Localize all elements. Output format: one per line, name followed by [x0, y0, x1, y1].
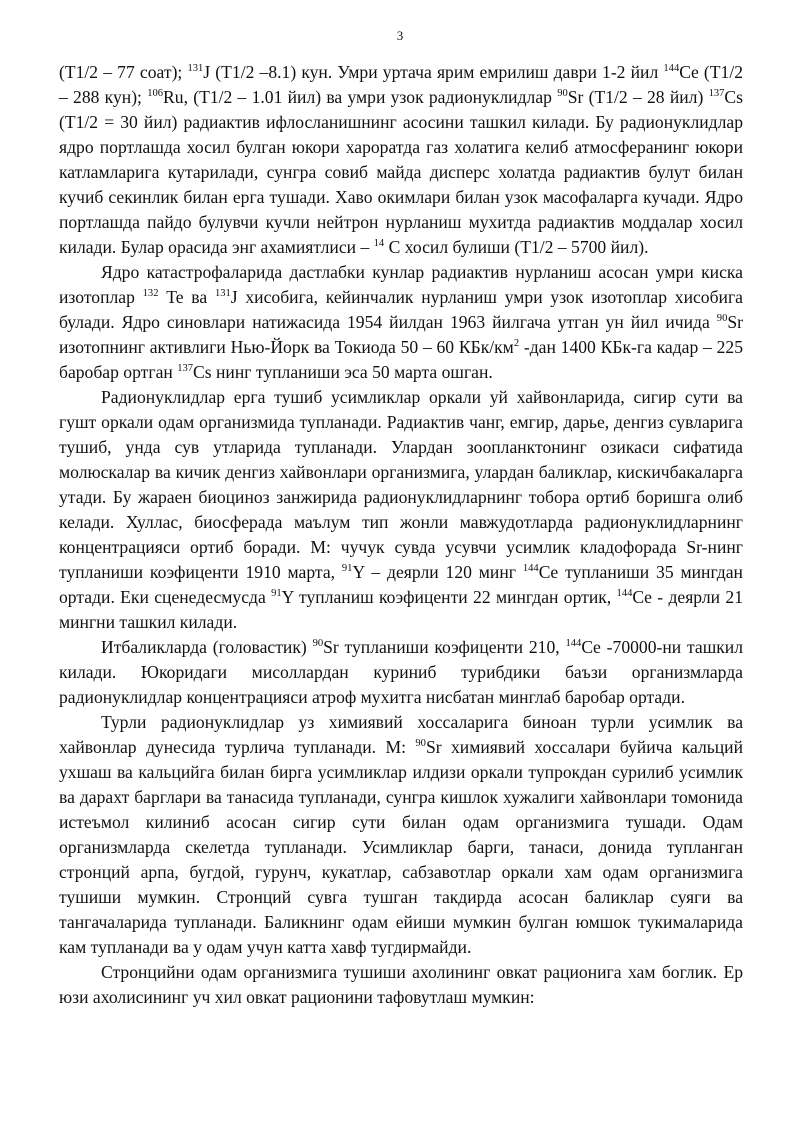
text-run: Ce (T1/2 – 288 кун); [59, 62, 743, 107]
isotope-mass-superscript: 90 [716, 313, 728, 325]
text-run: Ce - деярли 21 мингни ташкил килади. [59, 587, 743, 632]
isotope-mass-superscript: 90 [557, 88, 568, 100]
paragraph [59, 960, 743, 1010]
paragraph [59, 60, 743, 260]
isotope-mass-superscript: 2 [513, 338, 520, 350]
isotope-mass-superscript: 144 [663, 63, 680, 75]
text-run: J (T1/2 –8.1) кун. Умри уртача ярим емрилиш даври 1-2 йил [203, 62, 664, 82]
document-body [59, 60, 743, 1010]
isotope-mass-superscript: 144 [522, 563, 539, 575]
isotope-mass-superscript: 91 [271, 588, 282, 600]
isotope-mass-superscript: 90 [415, 738, 426, 750]
text-run: Турли радионуклидлар уз химиявий хоссаларига биноан турли усимлик ва хайвонлар дунесида турлича тупланади. М: [59, 712, 743, 757]
text-run: Y тупланиш коэфиценти 22 мингдан ортик, [281, 587, 617, 607]
isotope-mass-superscript: 91 [341, 563, 353, 575]
text-run: Te ва [158, 287, 215, 307]
text-run: (T1/2 – 77 соат); [59, 62, 188, 82]
text-run: Ce -70000-ни ташкил килади. Юкоридаги мисоллардан куриниб турибдики баъзи организмларда радионуклидлар концентрацияси атроф мухитга нисбатан минглаб баробар ортади. [59, 637, 743, 707]
paragraph [59, 260, 743, 385]
text-run: Y – деярли 120 минг [352, 562, 523, 582]
paragraph [59, 385, 743, 635]
text-run: Sr изотопнинг активлиги Нью-Йорк ва Токиода 50 – 60 КБк/км [59, 312, 743, 357]
text-run: С хосил булиши (T1/2 – 5700 йил). [384, 237, 649, 257]
text-run: Ru, (T1/2 – 1.01 йил) ва умри узок радионуклидлар [163, 87, 558, 107]
isotope-mass-superscript: 144 [616, 588, 633, 600]
isotope-mass-superscript: 137 [177, 363, 194, 375]
text-run: Cs (T1/2 = 30 йил) радиактив ифлосланишнинг асосини ташкил килади. Бу радионуклидлар ядро портлашда хосил булган юкори хароратда газ холатига келиб атмосферанинг юкори катламларига кутарилади, сунгра совиб майда дисперс холатда радиактив булут билан кучиб секинлик билан ерга тушади. Хаво окимлари билан узок масофаларга кучади. Ядро портлашда пайдо булувчи кучли нейтрон нурланиш мухитда радиактив моддалар хосил килади. Булар орасида энг ахамиятлиси – [59, 87, 743, 257]
text-run: Радионуклидлар ерга тушиб усимликлар оркали уй хайвонларида, сигир сути ва гушт оркали одам организмида тупланади. Радиактив чанг, емгир, дарье, денгиз сувларига тушиб, унда сув утларида тупланади. Улардан зоопланктонинг озикаси сифатида молюскалар ва кичик денгиз хайвонлари организмига, улардан баликлар, кискичбакаларга утади. Бу жараен биоциноз занжирида радионуклидларнинг тобора ортиб боришга олиб келади. Хуллас, биосферада маълум тип жонли мавжудотларда радионуклидларнинг концентрацияси ортиб боради. М: чучук сувда усувчи усимлик кладофорада Sr-нинг тупланиши коэфиценти 1910 марта, [59, 387, 743, 582]
paragraph [59, 635, 743, 710]
isotope-mass-superscript: 106 [147, 88, 164, 100]
isotope-mass-superscript: 137 [708, 88, 725, 100]
text-run: Стронцийни одам организмига тушиши ахолининг овкат рационига хам боглик. Ер юзи ахолисининг уч хил овкат рационини тафовутлаш мумкин: [59, 962, 743, 1007]
text-run: Ядро катастрофаларида дастлабки кунлар радиактив нурланиш асосан умри киска изотоплар [59, 262, 743, 307]
isotope-mass-superscript: 131 [214, 288, 231, 300]
isotope-mass-superscript: 144 [565, 638, 582, 650]
isotope-mass-superscript: 132 [142, 288, 159, 300]
isotope-mass-superscript: 131 [187, 63, 204, 75]
text-run: Cs нинг тупланиши эса 50 марта ошган. [193, 362, 493, 382]
text-run: Sr (T1/2 – 28 йил) [567, 87, 709, 107]
text-run: Итбаликларда (головастик) [101, 637, 313, 657]
text-run: Ce тупланиши 35 мингдан ортади. Еки сценедесмусда [59, 562, 743, 607]
text-run: J хисобига, кейинчалик нурланиш умри узок изотоплар хисобига булади. Ядро синовлари натижасида 1954 йилдан 1963 йилгача утган ун йил ичида [59, 287, 743, 332]
isotope-mass-superscript: 14 [373, 238, 385, 250]
text-run: -дан 1400 КБк-га кадар – 225 баробар ортган [59, 337, 744, 382]
paragraph [59, 710, 743, 960]
page-number: 3 [396, 28, 404, 43]
isotope-mass-superscript: 90 [312, 638, 324, 650]
text-run: Sr тупланиши коэфиценти 210, [323, 637, 566, 657]
text-run: Sr химиявий хоссалари буйича кальций ухшаш ва кальцийга билан бирга усимликлар илдизи оркали тупрокдан сурилиб усимлик ва дарахт барглари ва танасида тупланади, сунгра кишлок хужалиги хайвонлари томонида истеъмол килиниб асосан сигир сути билан одам организмига тушади. Одам организмларда скелетда тупланади. Усимликлар барги, танаси, донида тупланган стронций арпа, бугдой, гурунч, кукатлар, сабзавотлар оркали хам одам организмига тушиши мумкин. Стронций сувга тушган такдирда асосан баликлар суяги ва тангачаларида тупланади. Баликнинг одам ейиши мумкин булган юмшок тукималарида кам тупланади ва у одам учун катта хавф тугдирмайди. [59, 737, 743, 957]
